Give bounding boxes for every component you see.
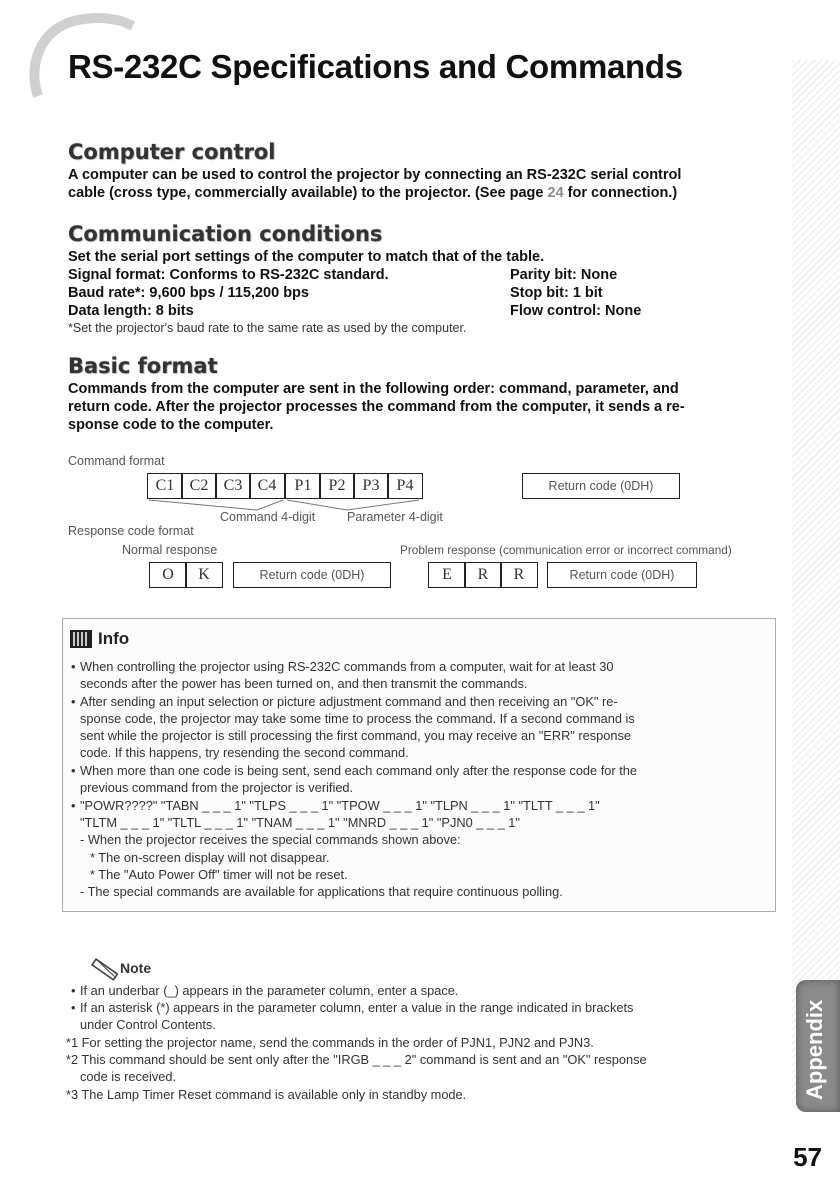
note-line: • If an asterisk (*) appears in the parameter column, enter a value in the range indicated in brackets bbox=[80, 1000, 633, 1015]
command-format-label: Command format bbox=[68, 454, 165, 468]
parameter-digit-label: Parameter 4-digit bbox=[347, 510, 443, 524]
cmd-cell: C1 bbox=[147, 473, 183, 499]
note-heading: Note bbox=[120, 960, 152, 976]
computer-control-line2 bbox=[68, 184, 778, 202]
basic-format-line: Commands from the computer are sent in the following order: command, parameter, and bbox=[68, 381, 679, 397]
communication-intro: Set the serial port settings of the computer to match that of the table. bbox=[68, 249, 545, 265]
info-line: • After sending an input selection or picture adjustment command and then receiving an "OK" re- bbox=[80, 694, 618, 709]
info-line: "TLTM _ _ _ 1" "TLTL _ _ _ 1" "TNAM _ _ _ 1" "MNRD _ _ _ 1" "PJN0 _ _ _ 1" bbox=[80, 815, 520, 830]
ok-cell: O bbox=[149, 562, 187, 588]
parity-bit: Parity bit: None bbox=[510, 267, 618, 283]
info-line: code. If this happens, try resending the second command. bbox=[80, 745, 409, 760]
note-line: code is received. bbox=[80, 1069, 177, 1084]
info-icon bbox=[68, 628, 94, 650]
page-title: RS-232C Specifications and Commands bbox=[68, 48, 683, 85]
ok-return-code-box: Return code (0DH) bbox=[233, 562, 391, 588]
info-line: - When the projector receives the special commands shown above: bbox=[80, 832, 461, 847]
line2-post: for connection.) bbox=[563, 185, 678, 201]
data-length: Data length: 8 bits bbox=[68, 303, 194, 319]
command-digit-label: Command 4-digit bbox=[220, 510, 316, 524]
computer-control-line1: A computer can be used to control the projector by connecting an RS-232C serial control bbox=[68, 167, 682, 183]
cmd-cell: C3 bbox=[215, 473, 251, 499]
return-code-box: Return code (0DH) bbox=[522, 473, 680, 499]
param-cell: P3 bbox=[353, 473, 389, 499]
info-line: seconds after the power has been turned on, and then transmit the commands. bbox=[80, 676, 528, 691]
basic-format-text bbox=[68, 380, 685, 434]
err-return-code-box: Return code (0DH) bbox=[547, 562, 697, 588]
baud-footnote: *Set the projector's baud rate to the same rate as used by the computer. bbox=[68, 321, 467, 335]
computer-control-text bbox=[68, 166, 778, 202]
basic-format-line: return code. After the projector processes the command from the computer, it sends a re- bbox=[68, 399, 685, 415]
communication-right-col bbox=[510, 266, 641, 320]
stop-bit: Stop bit: 1 bit bbox=[510, 285, 603, 301]
appendix-tab-label: Appendix bbox=[802, 999, 827, 1100]
note-line: *2 This command should be sent only after the "IRGB _ _ _ 2" command is sent and an "OK" response bbox=[66, 1052, 647, 1067]
page-link[interactable]: 24 bbox=[547, 185, 564, 201]
note-line: *3 The Lamp Timer Reset command is available only in standby mode. bbox=[66, 1087, 467, 1102]
note-line: *1 For setting the projector name, send the commands in the order of PJN1, PJN2 and PJN3. bbox=[66, 1035, 594, 1050]
note-pencil-icon bbox=[88, 956, 122, 982]
info-line: • "POWR????" "TABN _ _ _ 1" "TLPS _ _ _ 1" "TPOW _ _ _ 1" "TLPN _ _ _ 1" "TLTT _ _ _ 1" bbox=[80, 798, 600, 813]
note-line: under Control Contents. bbox=[80, 1017, 216, 1032]
info-line: previous command from the projector is verified. bbox=[80, 780, 354, 795]
problem-response-label: Problem response (communication error or incorrect command) bbox=[400, 543, 732, 557]
baud-rate: Baud rate*: 9,600 bps / 115,200 bps bbox=[68, 285, 309, 301]
flow-control: Flow control: None bbox=[510, 303, 642, 319]
communication-left-col bbox=[68, 266, 389, 320]
signal-format: Signal format: Conforms to RS-232C standard. bbox=[68, 267, 389, 283]
cmd-cell: C2 bbox=[181, 473, 217, 499]
info-line: * The on-screen display will not disappear. bbox=[90, 850, 330, 865]
err-cell: R bbox=[500, 562, 538, 588]
communication-heading: Communication conditions bbox=[68, 222, 383, 246]
err-cell: E bbox=[428, 562, 466, 588]
side-texture bbox=[792, 60, 840, 1110]
basic-format-heading: Basic format bbox=[68, 354, 218, 378]
info-line: * The "Auto Power Off" timer will not be reset. bbox=[90, 867, 348, 882]
param-cell: P1 bbox=[285, 473, 321, 499]
page-number: 57 bbox=[793, 1142, 822, 1172]
info-line: • When controlling the projector using RS-232C commands from a computer, wait for at least 30 bbox=[80, 659, 613, 674]
info-line: • When more than one code is being sent, send each command only after the response code for the bbox=[80, 763, 637, 778]
note-line: • If an underbar (_) appears in the parameter column, enter a space. bbox=[80, 983, 458, 998]
info-line: - The special commands are available for applications that require continuous polling. bbox=[80, 884, 563, 899]
line2-pre: cable (cross type, commercially available) to the projector. (See page bbox=[68, 185, 548, 201]
err-cell: R bbox=[464, 562, 502, 588]
computer-control-heading: Computer control bbox=[68, 140, 276, 164]
info-line: sponse code, the projector may take some time to process the command. If a second command is bbox=[80, 711, 635, 726]
param-cell: P2 bbox=[319, 473, 355, 499]
ok-cell: K bbox=[185, 562, 223, 588]
cmd-cell: C4 bbox=[249, 473, 285, 499]
info-line: sent while the projector is still processing the first command, you may receive an "ERR" response bbox=[80, 728, 632, 743]
response-format-label: Response code format bbox=[68, 524, 194, 538]
param-cell: P4 bbox=[387, 473, 423, 499]
appendix-tab[interactable] bbox=[796, 980, 840, 1112]
info-heading: Info bbox=[98, 629, 130, 648]
basic-format-line: sponse code to the computer. bbox=[68, 417, 274, 433]
normal-response-label: Normal response bbox=[122, 543, 218, 557]
